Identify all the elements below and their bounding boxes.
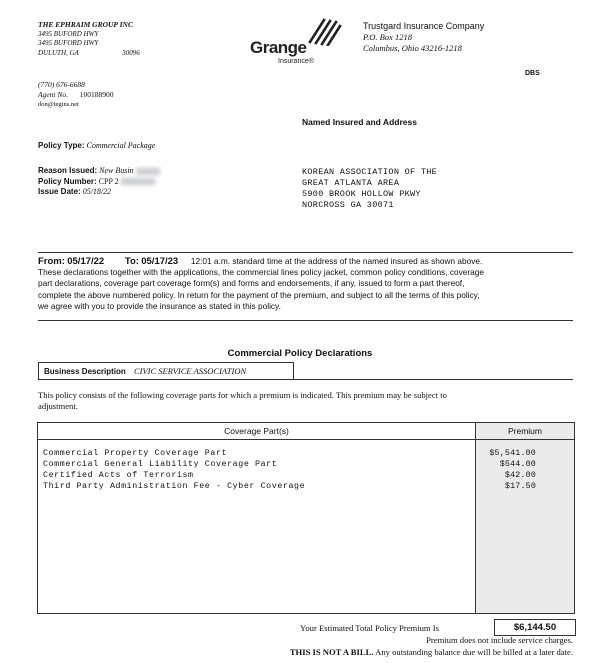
grange-stripes-icon [302,18,342,46]
period-line-3: part declarations, coverage part coverage form(s) and forms and endorsements, if any, issued to form a part thereof, [38,278,465,289]
redaction-mark [121,178,155,185]
coverage-part-name: Commercial General Liability Coverage Part [43,460,278,469]
issue-date-label: Issue Date: [38,187,81,196]
policy-type-label: Policy Type: [38,141,85,150]
coverage-premium: $544.00 [499,460,536,469]
period-line-1 [38,256,573,267]
agent-block [38,20,188,58]
divider [38,252,573,253]
reason-issued-label: Reason Issued: [38,166,98,175]
policy-number-line [38,177,160,188]
coverage-premium: $5,541.00 [489,449,536,458]
coverage-intro [38,390,573,412]
to-label: To: [124,256,139,267]
not-a-bill-rest: Any outstanding balance due will be billed at a later date. [373,647,573,657]
policy-number-label: Policy Number: [38,176,97,186]
total-premium-value: $6,144.50 [494,619,576,636]
agent-number-line [38,90,188,100]
premium-header: Premium [476,423,574,440]
not-a-bill-note [100,647,573,657]
coverage-table [37,422,575,614]
grange-logo [250,18,340,73]
table-row [38,449,574,459]
agent-number-label: Agent No. [38,90,68,99]
logo-sub: Insurance® [278,58,314,65]
policy-period [38,256,573,312]
period-line-2: These declarations together with the applications, the commercial lines policy jacket, common policy conditions, coverage [38,267,484,278]
issue-date-line [38,187,160,198]
agent-city: DULUTH, GA [38,48,79,57]
insured-line-2: GREAT ATLANTA AREA [302,178,400,188]
agent-address-2: 3495 BUFORD HWY [38,39,99,47]
named-insured-title: Named Insured and Address [302,117,417,127]
insurer-name: Trustgard Insurance Company [363,21,485,31]
insurer-address-2: Columbus, Ohio 43216-1218 [363,43,462,53]
coverage-part-name: Third Party Administration Fee - Cyber Coverage [43,482,306,491]
declarations-title: Commercial Policy Declarations [227,348,373,359]
from-label: From: [38,256,65,267]
agent-name: THE EPHRAIM GROUP INC [38,20,133,29]
table-row [38,471,574,481]
business-description-label: Business Description [44,367,126,376]
total-premium-label: Your Estimated Total Policy Premium Is [300,623,439,633]
table-row [38,460,574,470]
insurer-block [363,21,573,54]
coverage-intro-line-1: This policy consists of the following coverage parts for which a premium is indicated. This premium may be subject to [38,390,447,400]
agent-city-line [38,49,188,59]
period-line-4: complete the above numbered policy. In return for the payment of the premium, and subject to all the terms of this policy, [38,289,480,300]
dbs-code: DBS [525,70,540,77]
policy-type-value: Commercial Package [86,141,156,150]
redaction-mark [136,168,160,175]
divider [38,379,573,380]
insured-line-4: NORCROSS GA 30071 [302,200,394,210]
policy-info [38,166,160,198]
period-line-5: we agree with you to provide the insurance as stated in this policy. [38,300,281,311]
issue-date-value: 05/18/22 [82,187,112,196]
coverage-premium: $42.00 [504,471,536,480]
table-row [38,482,574,492]
to-date: 05/17/23 [141,256,179,267]
agent-email: don@tegins.net [38,101,79,108]
agent-zip: 30096 [122,48,140,57]
business-description-value: CIVIC SERVICE ASSOCIATION [133,366,247,376]
agent-phone: (770) 676-6688 [38,80,85,89]
insured-address [302,167,437,211]
agent-address-1: 3495 BUFORD HWY [38,29,99,38]
reason-issued-value: New Busin [99,166,134,175]
time-note: 12:01 a.m. standard time at the address of the named insured as shown above. [190,256,483,266]
insured-line-1: KOREAN ASSOCIATION OF THE [302,167,438,177]
coverage-premium: $17.50 [504,482,536,491]
insured-line-3: 5900 BROOK HOLLOW PKWY [302,189,421,199]
agent-number: 100188900 [79,90,114,99]
agent-contact [38,80,188,110]
coverage-part-name: Commercial Property Coverage Part [43,449,228,458]
policy-number-value: CPP 2 [98,176,119,186]
divider [38,320,573,321]
coverage-part-name: Certified Acts of Terrorism [43,471,194,480]
business-description-box [38,362,294,380]
logo-word: Grange [250,38,307,57]
reason-issued-line [38,166,160,177]
insurer-address-1: P.O. Box 1218 [363,32,412,42]
coverage-part-header: Coverage Part(s) [38,423,476,440]
service-charges-note: Premium does not include service charges. [426,635,573,645]
from-date: 05/17/22 [67,256,105,267]
policy-type-line [38,141,155,150]
coverage-intro-line-2: adjustment. [38,401,78,411]
not-a-bill-bold: THIS IS NOT A BILL. [289,647,374,657]
